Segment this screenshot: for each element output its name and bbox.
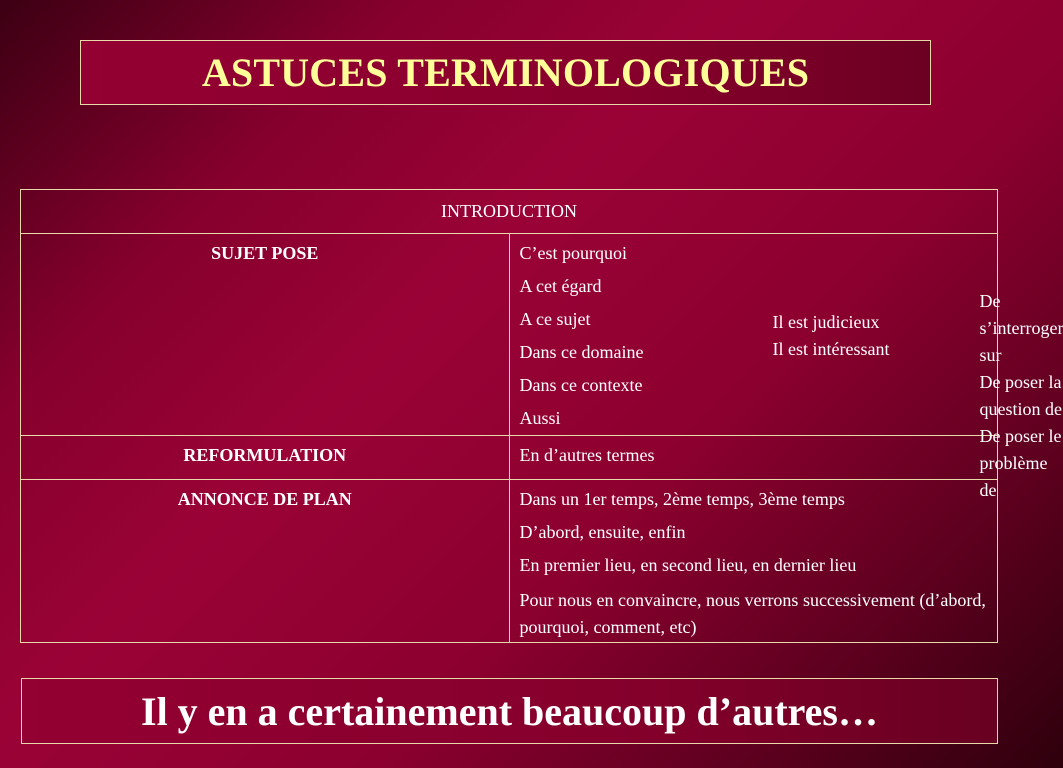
phrase-item: Dans un 1er temps, 2ème temps, 3ème temps: [519, 489, 845, 509]
phrase-list: [520, 242, 988, 440]
row-label-cell: [21, 480, 510, 643]
phrase-item: Dans ce domaine: [519, 342, 644, 362]
row-content-cell: [509, 480, 998, 643]
phrase-item: Il est judicieux: [772, 312, 880, 332]
table-row: [21, 234, 998, 436]
title-box: [80, 40, 931, 105]
middle-phrase-list: [773, 309, 890, 363]
row-label: SUJET POSE: [211, 243, 319, 263]
row-content-cell: [509, 436, 998, 480]
phrase-item: Dans ce contexte: [519, 375, 643, 395]
slide-title: ASTUCES TERMINOLOGIQUES: [201, 50, 810, 95]
phrase-item: En d’autres termes: [519, 445, 655, 465]
phrase-item: De poser la question de: [979, 372, 1062, 419]
phrase-item: Pour nous en convaincre, nous verrons successivement (d’abord, pourquoi, comment, etc): [519, 590, 986, 637]
row-label-cell: [21, 234, 510, 436]
footer-box: [21, 678, 998, 744]
phrase-item: De poser le problème de: [979, 426, 1062, 500]
table-row: [21, 480, 998, 643]
phrase-item: D’abord, ensuite, enfin: [519, 522, 686, 542]
row-label: REFORMULATION: [183, 445, 347, 465]
table-header-text: INTRODUCTION: [441, 201, 577, 221]
table-header-cell: [21, 190, 998, 234]
phrase-item: Il est intéressant: [772, 339, 890, 359]
footer-text: Il y en a certainement beaucoup d’autres…: [141, 688, 878, 734]
phrase-item: A cet égard: [519, 276, 602, 296]
phrase-item: Aussi: [519, 408, 561, 428]
table-header-row: [21, 190, 998, 234]
phrase-item: En premier lieu, en second lieu, en dernier lieu: [519, 555, 857, 575]
phrase-list: [520, 488, 988, 641]
right-phrase-list: [980, 288, 1063, 504]
terminology-table: [20, 189, 1063, 643]
phrase-item: A ce sujet: [519, 309, 591, 329]
table-row: [21, 436, 998, 480]
row-label: ANNONCE DE PLAN: [177, 489, 352, 509]
phrase-item: De s’interroger sur: [979, 291, 1063, 365]
row-label-cell: [21, 436, 510, 480]
phrase-item: C’est pourquoi: [519, 243, 627, 263]
